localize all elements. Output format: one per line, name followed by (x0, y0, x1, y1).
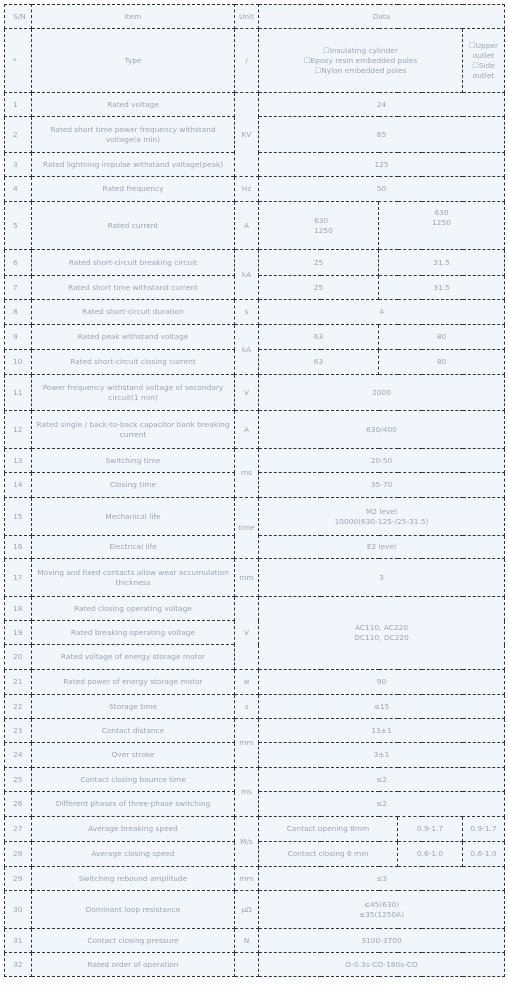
item-cell: Over stroke (32, 743, 235, 768)
unit-cell: μΩ (235, 891, 259, 929)
sn-cell: 29 (5, 867, 32, 891)
sn-cell: 17 (5, 559, 32, 597)
item-cell: Rated power of energy storage motor (32, 670, 235, 695)
value-b-cell: 0.9-1.7 (463, 817, 505, 842)
item-cell: Moving and fixed contacts allow wear accumulation thickness (32, 559, 235, 597)
item-cell: Rated voltage (32, 93, 235, 117)
value-a-cell: 630 1250 (259, 202, 379, 250)
item-cell: Rated frequency (32, 177, 235, 202)
value-cell: 20-50 (259, 449, 505, 473)
sn-cell: 16 (5, 536, 32, 559)
item-cell: Storage time (32, 695, 235, 719)
table-row (5, 719, 505, 743)
table-row (5, 449, 505, 473)
value-b-cell: 0.6-1.0 (463, 842, 505, 867)
unit-cell: A (235, 202, 259, 250)
table-row (5, 559, 505, 597)
value-a-cell: 0.9-1.7 (398, 817, 463, 842)
spec-table (4, 4, 505, 977)
table-row (5, 411, 505, 449)
sn-cell: 27 (5, 817, 32, 842)
value-b-cell: 80 (379, 325, 505, 350)
sn-cell: 22 (5, 695, 32, 719)
unit-cell: ms (235, 449, 259, 498)
value-cell: M2 level 10000(630-125-/25-31.5) (259, 498, 505, 536)
table-row (5, 695, 505, 719)
unit-cell: V (235, 597, 259, 670)
unit-cell: w (235, 670, 259, 695)
table-row (5, 300, 505, 325)
sn-cell: 14 (5, 473, 32, 498)
sn-cell: 1 (5, 93, 32, 117)
value-a-cell: 25 (259, 250, 379, 276)
unit-cell: ms (235, 768, 259, 817)
unit-cell: V (235, 375, 259, 411)
sn-cell: 23 (5, 719, 32, 743)
value-b-cell: 31.5 (379, 276, 505, 300)
sn-cell: * (5, 29, 32, 93)
value-cell: ≤2 (259, 768, 505, 792)
value-cell: E2 level (259, 536, 505, 559)
item-cell: Rated order of operation (32, 953, 235, 977)
sn-cell: 26 (5, 792, 32, 817)
item-cell: Electrical life (32, 536, 235, 559)
table-row (5, 250, 505, 276)
type-options-cell: ☐Insulating cylinder ☐Epoxy resin embedded poles ☐Nylon embedded poles (259, 29, 463, 93)
unit-cell: kA (235, 250, 259, 300)
value-cell: 630/400 (259, 411, 505, 449)
table-header-row (5, 5, 505, 29)
item-cell: Mechanical life (32, 498, 235, 536)
item-cell: Rated lightning impulse withstand voltage(peak) (32, 153, 235, 177)
item-cell: Power frequency withstand voltage of secondary circuit(1 min) (32, 375, 235, 411)
sn-cell: 12 (5, 411, 32, 449)
unit-cell: mm (235, 719, 259, 768)
item-cell: Rated short time withstand current (32, 276, 235, 300)
value-cell: 90 (259, 670, 505, 695)
value-cell: 35-70 (259, 473, 505, 498)
table-row (5, 670, 505, 695)
item-cell: Rated current (32, 202, 235, 250)
outlet-options-cell: ☐Upper outlet ☐Side outlet (463, 29, 505, 93)
sn-cell: 11 (5, 375, 32, 411)
value-cell: 4 (259, 300, 505, 325)
condition-cell: Contact closing 6 mm (259, 842, 398, 867)
unit-cell (235, 953, 259, 977)
item-cell: Rated short-circuit closing current (32, 350, 235, 375)
item-cell: Average closing speed (32, 842, 235, 867)
sn-cell: 24 (5, 743, 32, 768)
condition-cell: Contact opening 8mm (259, 817, 398, 842)
item-cell: Rated short time power frequency withstand voltage(a min) (32, 117, 235, 153)
sn-cell: 31 (5, 929, 32, 953)
item-cell: Rated breaking operating voltage (32, 621, 235, 645)
value-cell: 3 (259, 559, 505, 597)
item-cell: Rated voltage of energy storage motor (32, 645, 235, 670)
value-cell: ≤15 (259, 695, 505, 719)
sn-cell: 30 (5, 891, 32, 929)
value-cell: ≤45(630) ≤35(1250A) (259, 891, 505, 929)
value-b-cell: 80 (379, 350, 505, 375)
unit-cell: s (235, 695, 259, 719)
table-row (5, 498, 505, 536)
unit-cell: mm (235, 559, 259, 597)
item-cell: Switching rebound amplitude (32, 867, 235, 891)
item-cell: Rated peak withstand voltage (32, 325, 235, 350)
sn-cell: 9 (5, 325, 32, 350)
unit-cell: M/s (235, 817, 259, 867)
value-cell: 125 (259, 153, 505, 177)
table-row (5, 177, 505, 202)
sn-cell: 20 (5, 645, 32, 670)
table-row (5, 867, 505, 891)
value-b-cell: 630 1250 (379, 202, 505, 250)
unit-cell: time (235, 498, 259, 559)
value-a-cell: 25 (259, 276, 379, 300)
header-unit: Unit (235, 5, 259, 29)
unit-cell: KV (235, 93, 259, 177)
table-row (5, 325, 505, 350)
table-row-type (5, 29, 505, 93)
sn-cell: 19 (5, 621, 32, 645)
sn-cell: 7 (5, 276, 32, 300)
item-cell: Rated closing operating voltage (32, 597, 235, 621)
sn-cell: 3 (5, 153, 32, 177)
unit-cell: Hz (235, 177, 259, 202)
item-cell: Dominant loop resistance (32, 891, 235, 929)
unit-cell: A (235, 411, 259, 449)
sn-cell: 18 (5, 597, 32, 621)
item-cell: Contact distance (32, 719, 235, 743)
sn-cell: 28 (5, 842, 32, 867)
header-data: Data (259, 5, 505, 29)
table-row (5, 202, 505, 250)
value-cell: 24 (259, 93, 505, 117)
table-row (5, 768, 505, 792)
item-cell: Rated short-circuit duration (32, 300, 235, 325)
value-cell: ≤2 (259, 792, 505, 817)
item-cell: Average breaking speed (32, 817, 235, 842)
item-cell: Type (32, 29, 235, 93)
sn-cell: 15 (5, 498, 32, 536)
sn-cell: 10 (5, 350, 32, 375)
item-cell: Switching time (32, 449, 235, 473)
value-b-cell: 31.5 (379, 250, 505, 276)
table-row (5, 891, 505, 929)
item-cell: Contact closing bounce time (32, 768, 235, 792)
value-cell: 2000 (259, 375, 505, 411)
sn-cell: 25 (5, 768, 32, 792)
unit-cell: / (235, 29, 259, 93)
item-cell: Contact closing pressure (32, 929, 235, 953)
table-row (5, 375, 505, 411)
table-row (5, 929, 505, 953)
unit-cell: N (235, 929, 259, 953)
value-a-cell: 0.6-1.0 (398, 842, 463, 867)
sn-cell: 13 (5, 449, 32, 473)
value-cell: 13±1 (259, 719, 505, 743)
sn-cell: 5 (5, 202, 32, 250)
value-a-cell: 63 (259, 350, 379, 375)
sn-cell: 32 (5, 953, 32, 977)
value-cell: 3±1 (259, 743, 505, 768)
unit-cell: s (235, 300, 259, 325)
value-cell: 50 (259, 177, 505, 202)
value-cell: AC110, AC220 DC110, DC220 (259, 597, 505, 670)
value-cell: 65 (259, 117, 505, 153)
unit-cell: mm (235, 867, 259, 891)
value-cell: ≤3 (259, 867, 505, 891)
sn-cell: 2 (5, 117, 32, 153)
item-cell: Rated single / back-to-back capacitor bank breaking current (32, 411, 235, 449)
header-sn: S/N (5, 5, 32, 29)
unit-cell: kA (235, 325, 259, 375)
table-row (5, 597, 505, 621)
table-row (5, 93, 505, 117)
value-cell: 3100-3700 (259, 929, 505, 953)
item-cell: Rated short-circuit breaking circuit (32, 250, 235, 276)
sn-cell: 21 (5, 670, 32, 695)
table-row (5, 953, 505, 977)
sn-cell: 4 (5, 177, 32, 202)
sn-cell: 6 (5, 250, 32, 276)
value-a-cell: 63 (259, 325, 379, 350)
header-item: Item (32, 5, 235, 29)
sn-cell: 8 (5, 300, 32, 325)
table-row (5, 817, 505, 842)
value-cell: O-0.3s-CO-180s-CO (259, 953, 505, 977)
item-cell: Closing time (32, 473, 235, 498)
item-cell: Different phases of three-phase switching (32, 792, 235, 817)
